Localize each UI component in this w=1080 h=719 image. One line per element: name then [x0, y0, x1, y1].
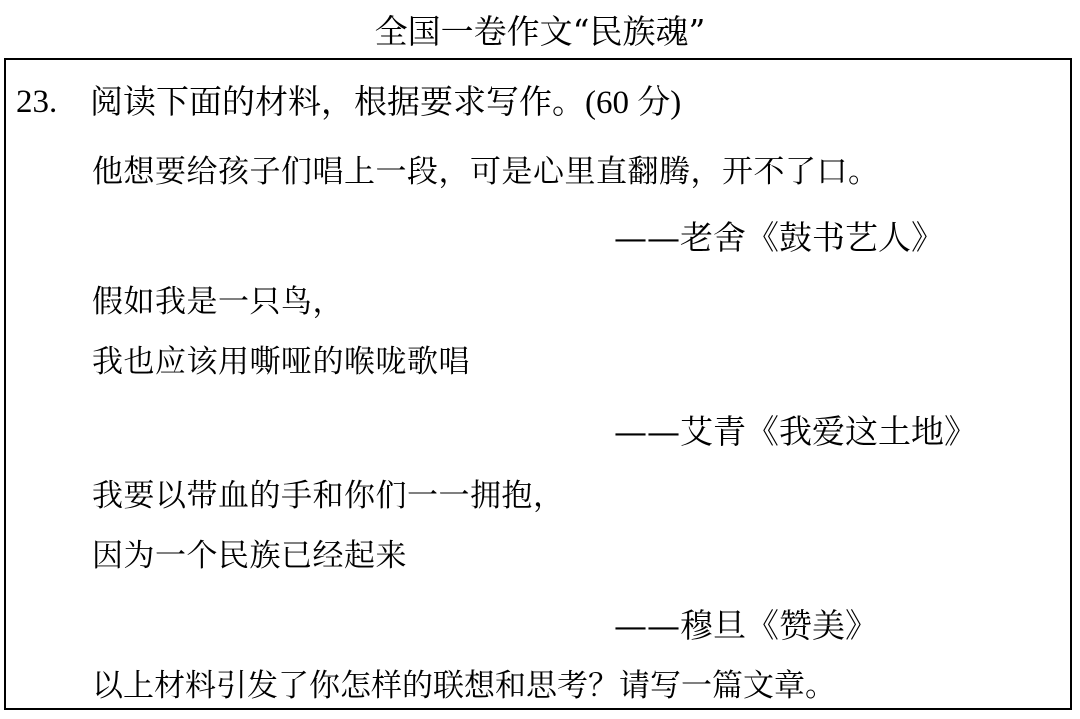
- material-1-source: ——老舍《鼓书艺人》: [614, 218, 944, 257]
- question-prompt-text: 阅读下面的材料，根据要求写作。: [90, 82, 585, 121]
- page-title: 全国一卷作文“民族魂”: [374, 12, 706, 51]
- material-1-line-1: 他想要给孩子们唱上一段，可是心里直翻腾，开不了口。: [92, 154, 880, 190]
- question-prompt: [90, 80, 681, 125]
- material-2-source: ——艾青《我爱这土地》: [614, 412, 977, 451]
- question-points: (60 分): [585, 85, 682, 121]
- material-3-source: ——穆旦《赞美》: [614, 606, 878, 645]
- material-2-line-2: 我也应该用嘶哑的喉咙歌唱: [92, 344, 470, 380]
- question-number: 23.: [16, 84, 58, 120]
- final-question: 以上材料引发了你怎样的联想和思考？请写一篇文章。: [92, 668, 836, 704]
- material-3-line-2: 因为一个民族已经起来: [92, 538, 407, 574]
- material-2-line-1: 假如我是一只鸟，: [92, 284, 344, 320]
- material-3-line-1: 我要以带血的手和你们一一拥抱，: [92, 478, 565, 514]
